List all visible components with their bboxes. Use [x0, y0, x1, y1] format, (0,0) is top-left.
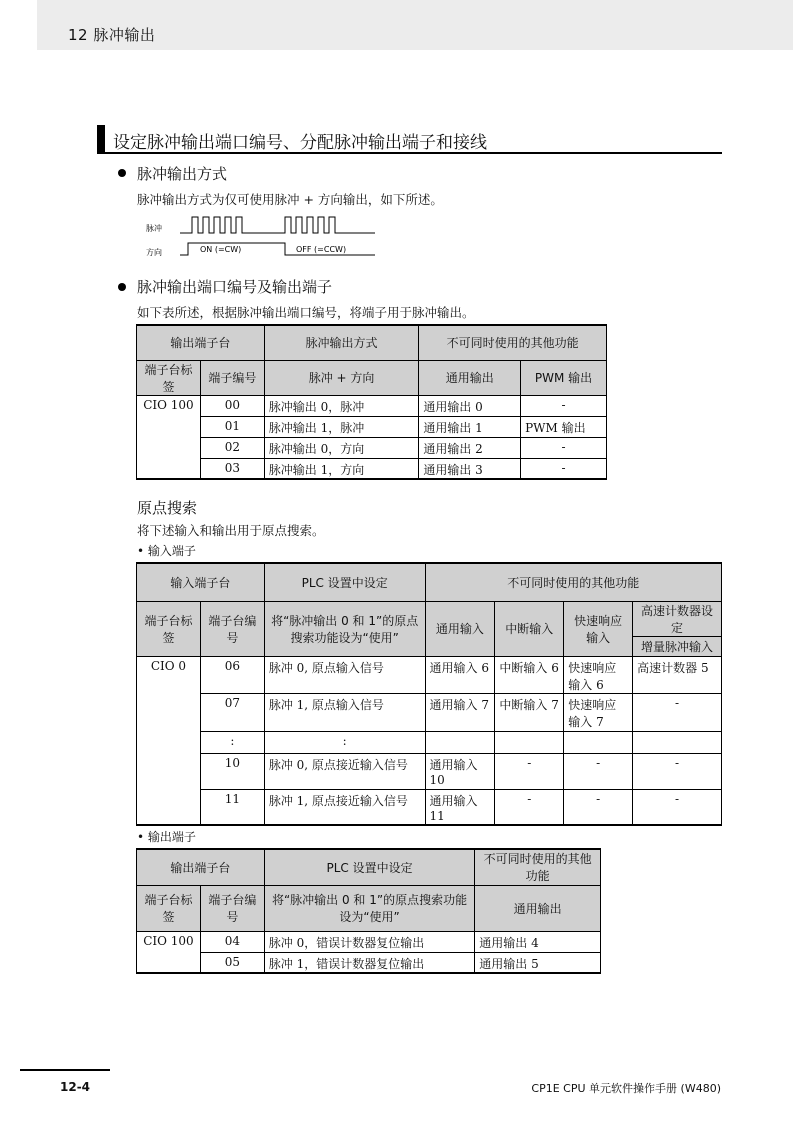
input-cell-setting: 脉冲 0, 原点输入信号	[264, 656, 425, 693]
output-th-other: 不可同时使用的其他功能	[475, 849, 601, 885]
input-cell-num: :	[200, 731, 264, 753]
input-cell-setting: 脉冲 1, 原点输入信号	[264, 693, 425, 731]
input-cell-setting: 脉冲 1, 原点接近输入信号	[264, 789, 425, 825]
output-bullet-label: 输出端子	[147, 830, 196, 844]
output-cell-setting: 脉冲 1，错误计数器复位输出	[264, 952, 475, 973]
wave-off-label: OFF (=CCW)	[296, 245, 347, 254]
table-row	[137, 693, 722, 731]
wave-pulse-label: 脉冲	[146, 224, 162, 233]
output-method-text: 脉冲输出方式为仅可使用脉冲 + 方向输出，如下所述。	[137, 192, 443, 207]
table-row	[137, 789, 722, 825]
output-th-label: 端子台标签	[137, 885, 201, 931]
output-cell-general: 通用输出 5	[475, 952, 601, 973]
port-block-label: CIO 100	[137, 395, 201, 479]
input-th-general: 通用输入	[425, 601, 495, 656]
port-text: 如下表所述，根据脉冲输出端口编号，将端子用于脉冲输出。	[137, 305, 475, 320]
input-cell-interrupt: -	[495, 789, 564, 825]
port-th-number: 端子编号	[200, 360, 264, 395]
output-method-heading: 脉冲输出方式	[137, 165, 228, 183]
input-cell-general	[425, 731, 495, 753]
chapter-title: 12 脉冲输出	[68, 26, 156, 44]
origin-heading: 原点搜索	[137, 499, 198, 517]
port-th-general: 通用输出	[419, 360, 521, 395]
page-number: 12-4	[60, 1080, 91, 1094]
table-row	[137, 395, 607, 416]
input-cell-quick: -	[564, 753, 633, 789]
section-heading	[97, 125, 722, 154]
port-cell-method: 脉冲输出 1，脉冲	[264, 416, 419, 437]
input-th-block: 输入端子台	[137, 563, 265, 601]
input-cell-hsc: -	[633, 753, 722, 789]
table-row	[137, 437, 607, 458]
port-cell-general: 通用输出 1	[419, 416, 521, 437]
footer-rule	[20, 1069, 110, 1071]
section-heading-text: 设定脉冲输出端口编号、分配脉冲输出端子和接线	[113, 133, 487, 153]
port-table	[136, 324, 607, 480]
input-cell-hsc: -	[633, 789, 722, 825]
port-cell-pwm: -	[521, 395, 607, 416]
port-cell-num: 02	[200, 437, 264, 458]
table-row	[137, 731, 722, 753]
port-cell-num: 03	[200, 458, 264, 479]
output-th-setting: 将“脉冲输出 0 和 1”的原点搜索功能设为“使用”	[264, 885, 475, 931]
input-cell-quick: -	[564, 789, 633, 825]
port-cell-pwm: PWM 输出	[521, 416, 607, 437]
input-cell-general: 通用输入 10	[425, 753, 495, 789]
output-th-number: 端子台编号	[200, 885, 264, 931]
input-cell-interrupt: -	[495, 753, 564, 789]
input-cell-interrupt: 中断输入 7	[495, 693, 564, 731]
port-cell-method: 脉冲输出 1，方向	[264, 458, 419, 479]
output-th-block: 输出端子台	[137, 849, 265, 885]
port-th-pwm: PWM 输出	[521, 360, 607, 395]
input-th-plc: PLC 设置中设定	[264, 563, 425, 601]
input-cell-setting: 脉冲 0, 原点接近输入信号	[264, 753, 425, 789]
input-block-label: CIO 0	[137, 656, 201, 825]
port-th-other: 不可同时使用的其他功能	[419, 325, 607, 360]
output-cell-num: 04	[200, 931, 264, 952]
port-cell-pwm: -	[521, 458, 607, 479]
section-heading-bar	[97, 125, 105, 152]
input-cell-general: 通用输入 6	[425, 656, 495, 693]
input-cell-quick: 快速响应输入 6	[564, 656, 633, 693]
input-th-setting: 将“脉冲输出 0 和 1”的原点搜索功能设为“使用”	[264, 601, 425, 656]
input-bullet-label: 输入端子	[147, 544, 196, 558]
input-th-label: 端子台标签	[137, 601, 201, 656]
output-cell-general: 通用输出 4	[475, 931, 601, 952]
input-cell-hsc: -	[633, 693, 722, 731]
pulse-wave	[180, 217, 375, 233]
input-cell-hsc: 高速计数器 5	[633, 656, 722, 693]
input-cell-quick	[564, 731, 633, 753]
port-th-method: 脉冲输出方式	[264, 325, 419, 360]
input-bullet: • 输入端子	[137, 544, 196, 558]
input-th-number: 端子台编号	[200, 601, 264, 656]
table-row	[137, 952, 601, 973]
input-th-interrupt: 中断输入	[495, 601, 564, 656]
output-bullet: • 输出端子	[137, 830, 196, 844]
port-cell-num: 00	[200, 395, 264, 416]
output-cell-setting: 脉冲 0，错误计数器复位输出	[264, 931, 475, 952]
input-cell-setting: :	[264, 731, 425, 753]
input-cell-num: 10	[200, 753, 264, 789]
output-cell-num: 05	[200, 952, 264, 973]
manual-title: CP1E CPU 单元软件操作手册 (W480)	[531, 1082, 721, 1095]
bullet-icon	[118, 169, 126, 177]
output-table	[136, 848, 601, 974]
port-th-pulse-dir: 脉冲 + 方向	[264, 360, 419, 395]
input-th-quick: 快速响应输入	[564, 601, 633, 656]
input-cell-quick: 快速响应输入 7	[564, 693, 633, 731]
input-cell-num: 07	[200, 693, 264, 731]
input-cell-num: 11	[200, 789, 264, 825]
origin-text: 将下述输入和输出用于原点搜索。	[137, 523, 325, 538]
port-th-block: 输出端子台	[137, 325, 265, 360]
wave-direction-label: 方向	[146, 248, 162, 257]
bullet-icon	[118, 283, 126, 291]
port-cell-method: 脉冲输出 0，方向	[264, 437, 419, 458]
port-cell-pwm: -	[521, 437, 607, 458]
output-th-plc: PLC 设置中设定	[264, 849, 475, 885]
port-heading: 脉冲输出端口编号及输出端子	[137, 278, 333, 296]
input-cell-interrupt	[495, 731, 564, 753]
port-th-label: 端子台标签	[137, 360, 201, 395]
port-cell-num: 01	[200, 416, 264, 437]
port-cell-general: 通用输出 3	[419, 458, 521, 479]
input-cell-num: 06	[200, 656, 264, 693]
input-th-other: 不可同时使用的其他功能	[425, 563, 722, 601]
port-cell-general: 通用输出 0	[419, 395, 521, 416]
table-row	[137, 458, 607, 479]
input-table	[136, 562, 722, 826]
table-row	[137, 931, 601, 952]
pulse-direction-waveform	[140, 212, 385, 260]
input-cell-hsc	[633, 731, 722, 753]
table-row	[137, 656, 722, 693]
input-cell-interrupt: 中断输入 6	[495, 656, 564, 693]
port-cell-method: 脉冲输出 0，脉冲	[264, 395, 419, 416]
output-block-label: CIO 100	[137, 931, 201, 973]
table-row	[137, 416, 607, 437]
input-cell-general: 通用输入 7	[425, 693, 495, 731]
input-th-incremental: 增量脉冲输入	[633, 636, 722, 656]
port-cell-general: 通用输出 2	[419, 437, 521, 458]
input-cell-general: 通用输入 11	[425, 789, 495, 825]
wave-on-label: ON (=CW)	[200, 245, 242, 254]
input-th-hsc: 高速计数器设定	[633, 601, 722, 636]
table-row	[137, 753, 722, 789]
output-th-general: 通用输出	[475, 885, 601, 931]
